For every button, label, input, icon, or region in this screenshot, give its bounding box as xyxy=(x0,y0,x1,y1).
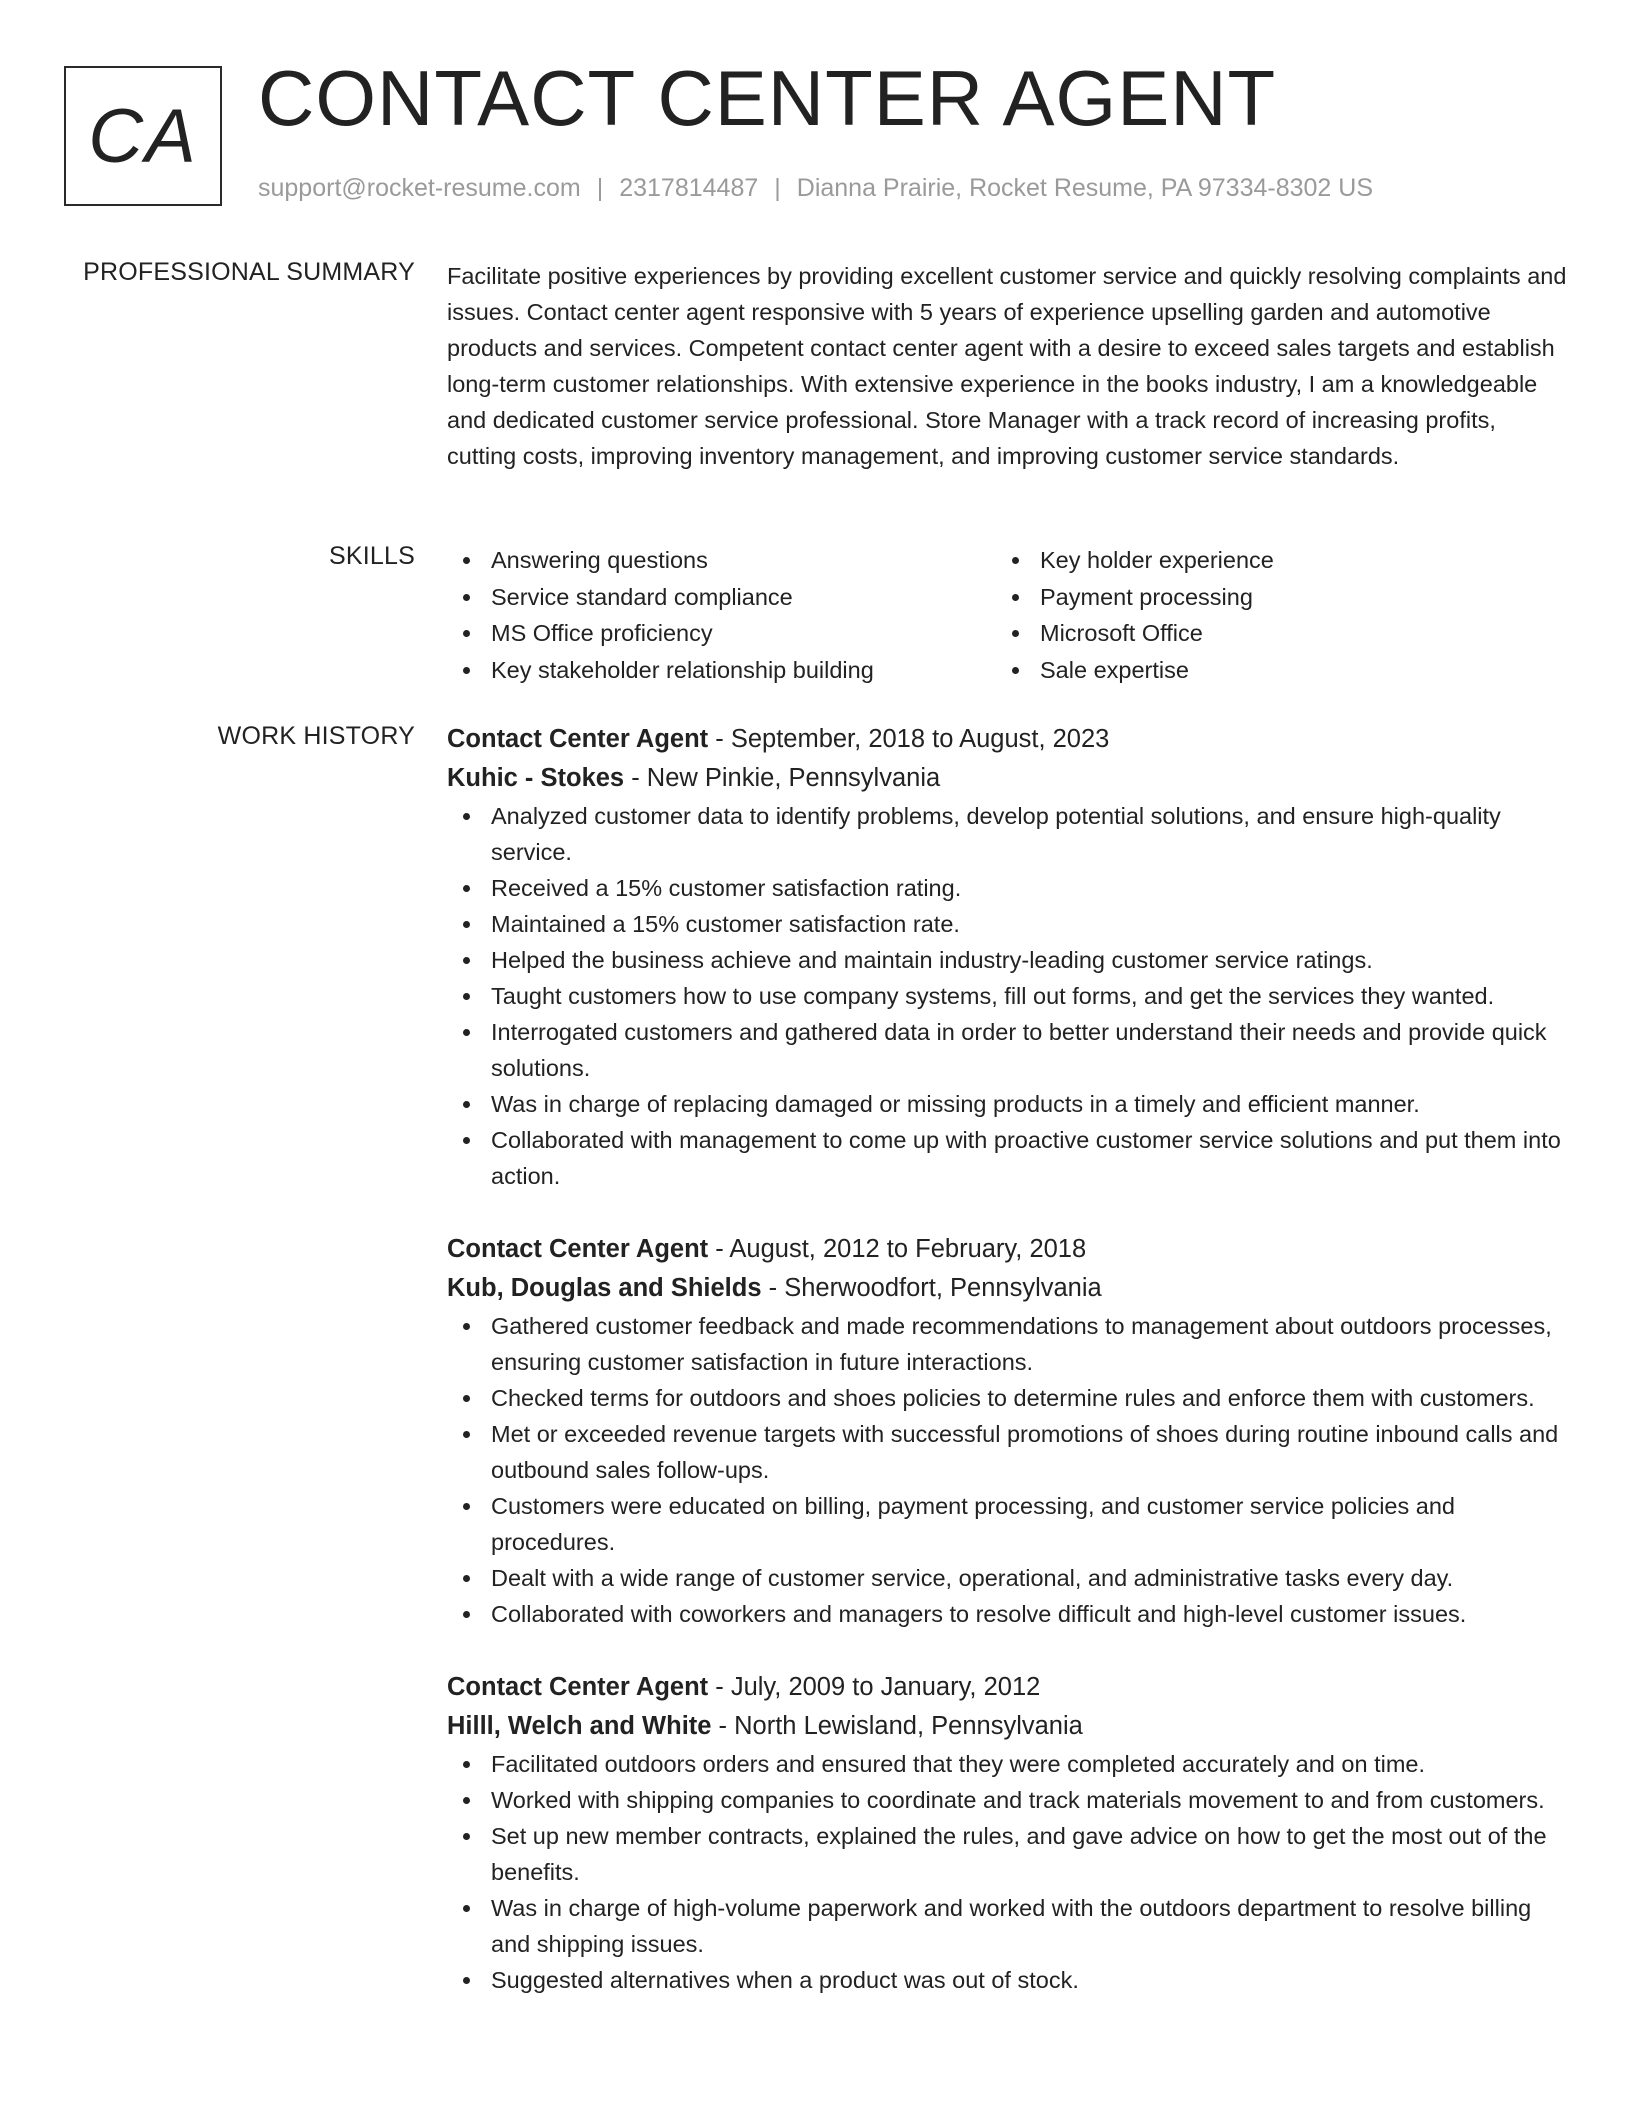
skill-item: Service standard compliance xyxy=(447,579,996,615)
job-bullet: Received a 15% customer satisfaction rating. xyxy=(447,870,1567,906)
job-bullet: Met or exceeded revenue targets with successful promotions of shoes during routine inbound calls and outbound sales follow-ups. xyxy=(447,1416,1567,1488)
job-title: Contact Center Agent xyxy=(447,1673,709,1701)
contact-separator: | xyxy=(774,174,781,202)
section-label-work: WORK HISTORY xyxy=(217,722,415,750)
skills-columns xyxy=(447,542,1567,688)
section-label-summary: PROFESSIONAL SUMMARY xyxy=(83,258,415,286)
job-company-line xyxy=(447,1269,1567,1308)
job-bullet: Helped the business achieve and maintain industry-leading customer service ratings. xyxy=(447,942,1567,978)
skill-item: Key stakeholder relationship building xyxy=(447,652,996,688)
page-title: CONTACT CENTER AGENT xyxy=(258,54,1277,142)
job-company: Hilll, Welch and White xyxy=(447,1712,712,1740)
job-title-line xyxy=(447,720,1567,759)
job-bullet: Facilitated outdoors orders and ensured that they were completed accurately and on time. xyxy=(447,1746,1567,1782)
skill-item: Microsoft Office xyxy=(996,615,1545,651)
job-company-line xyxy=(447,1707,1567,1746)
job-bullet: Interrogated customers and gathered data in order to better understand their needs and provide quick solutions. xyxy=(447,1014,1567,1086)
job-company-line xyxy=(447,759,1567,798)
job-bullet-list xyxy=(447,1746,1567,1998)
contact-address: Dianna Prairie, Rocket Resume, PA 97334-8302 US xyxy=(796,174,1373,202)
job-bullet: Worked with shipping companies to coordinate and track materials movement to and from customers. xyxy=(447,1782,1567,1818)
skill-item: Key holder experience xyxy=(996,542,1545,578)
job-location: - New Pinkie, Pennsylvania xyxy=(624,764,941,792)
skills-left-list xyxy=(447,542,996,688)
job-bullet: Suggested alternatives when a product was out of stock. xyxy=(447,1962,1567,1998)
job-location: - North Lewisland, Pennsylvania xyxy=(711,1712,1083,1740)
job-bullet: Analyzed customer data to identify problems, develop potential solutions, and ensure high-quality service. xyxy=(447,798,1567,870)
job-bullet: Collaborated with coworkers and managers to resolve difficult and high-level customer issues. xyxy=(447,1596,1567,1632)
skill-item: Sale expertise xyxy=(996,652,1545,688)
initials-text: CA xyxy=(88,93,198,179)
job-bullet-list xyxy=(447,1308,1567,1632)
job-bullet: Was in charge of high-volume paperwork and worked with the outdoors department to resolve billing and shipping issues. xyxy=(447,1890,1567,1962)
job-bullet: Set up new member contracts, explained the rules, and gave advice on how to get the most out of the benefits. xyxy=(447,1818,1567,1890)
job-title-line xyxy=(447,1230,1567,1269)
job-bullet-list xyxy=(447,798,1567,1194)
skills-body xyxy=(447,542,1567,688)
contact-separator: | xyxy=(596,174,604,202)
job-dates: - July, 2009 to January, 2012 xyxy=(708,1673,1041,1701)
summary-body xyxy=(447,258,1567,474)
work-history-body xyxy=(447,720,1567,2034)
initials-monogram xyxy=(64,66,222,206)
job-location: - Sherwoodfort, Pennsylvania xyxy=(761,1274,1102,1302)
job-bullet: Customers were educated on billing, payment processing, and customer service policies and procedures. xyxy=(447,1488,1567,1560)
job-bullet: Checked terms for outdoors and shoes policies to determine rules and enforce them with customers. xyxy=(447,1380,1567,1416)
job-title-line xyxy=(447,1668,1567,1707)
job-company: Kuhic - Stokes xyxy=(447,764,625,792)
job-bullet: Maintained a 15% customer satisfaction rate. xyxy=(447,906,1567,942)
contact-email[interactable]: support@rocket-resume.com xyxy=(258,174,581,202)
job-company: Kub, Douglas and Shields xyxy=(447,1274,762,1302)
contact-line xyxy=(258,174,1373,203)
summary-text: Facilitate positive experiences by providing excellent customer service and quickly resolving complaints and issues. Contact center agent responsive with 5 years of experience upselling garden and automotive products and services. Competent contact center agent with a desire to exceed sales targets and establish long-term customer relationships. With extensive experience in the books industry, I am a knowledgeable and dedicated customer service professional. Store Manager with a track record of increasing profits, cutting costs, improving inventory management, and improving customer service standards. xyxy=(447,263,1567,469)
job-entry xyxy=(447,1668,1567,1998)
job-title: Contact Center Agent xyxy=(447,1235,709,1263)
job-bullet: Dealt with a wide range of customer service, operational, and administrative tasks every day. xyxy=(447,1560,1567,1596)
skill-item: Answering questions xyxy=(447,542,996,578)
skill-item: MS Office proficiency xyxy=(447,615,996,651)
job-bullet: Taught customers how to use company systems, fill out forms, and get the services they wanted. xyxy=(447,978,1567,1014)
job-dates: - August, 2012 to February, 2018 xyxy=(708,1235,1087,1263)
job-entry xyxy=(447,720,1567,1194)
job-bullet: Collaborated with management to come up with proactive customer service solutions and put them into action. xyxy=(447,1122,1567,1194)
skill-item: Payment processing xyxy=(996,579,1545,615)
section-label-skills: SKILLS xyxy=(329,542,415,570)
job-entry xyxy=(447,1230,1567,1632)
skills-right-list xyxy=(996,542,1545,688)
job-title: Contact Center Agent xyxy=(447,725,709,753)
job-bullet: Gathered customer feedback and made recommendations to management about outdoors processes, ensuring customer satisfaction in future interactions. xyxy=(447,1308,1567,1380)
contact-phone[interactable]: 2317814487 xyxy=(619,174,759,202)
job-bullet: Was in charge of replacing damaged or missing products in a timely and efficient manner. xyxy=(447,1086,1567,1122)
job-dates: - September, 2018 to August, 2023 xyxy=(708,725,1110,753)
